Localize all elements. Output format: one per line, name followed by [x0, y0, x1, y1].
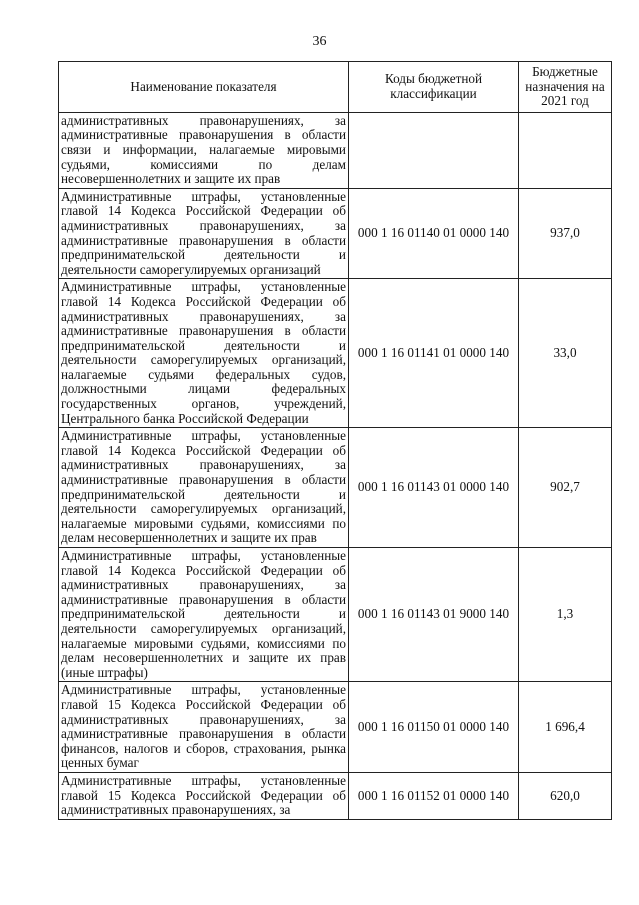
header-name: Наименование показателя — [59, 62, 349, 113]
table-row — [59, 428, 612, 548]
row-amount: 620,0 — [519, 772, 612, 819]
row-amount: 1 696,4 — [519, 682, 612, 773]
row-amount: 902,7 — [519, 428, 612, 548]
row-name: Административные штрафы, установленные главой 14 Кодекса Российской Федерации об административных правонарушениях, за административные правонарушения в области предпринимательской деятельности и деятельности саморегулируемых организаций, налагаемые мировыми судьями, комиссиями по делам несовершеннолетних и защите их прав (иные штрафы) — [59, 548, 349, 682]
row-amount: 1,3 — [519, 548, 612, 682]
row-code — [349, 112, 519, 188]
row-code: 000 1 16 01143 01 0000 140 — [349, 428, 519, 548]
header-amount: Бюджетные назначения на 2021 год — [519, 62, 612, 113]
row-amount: 33,0 — [519, 279, 612, 428]
row-name: Административные штрафы, установленные главой 15 Кодекса Российской Федерации об административных правонарушениях, за административные правонарушения в области финансов, налогов и сборов, страхования, рынка ценных бумаг — [59, 682, 349, 773]
row-code: 000 1 16 01152 01 0000 140 — [349, 772, 519, 819]
row-name: Административные штрафы, установленные главой 14 Кодекса Российской Федерации об административных правонарушениях, за административные правонарушения в области предпринимательской деятельности и деятельности саморегулируемых организаций, налагаемые мировыми судьями, комиссиями по делам несовершеннолетних и защите их прав — [59, 428, 349, 548]
table-row — [59, 548, 612, 682]
table-row — [59, 112, 612, 188]
row-name: административных правонарушениях, за административные правонарушения в области связи и информации, налагаемые мировыми судьями, комиссиями по делам несовершеннолетних и защите их прав — [59, 112, 349, 188]
row-code: 000 1 16 01140 01 0000 140 — [349, 188, 519, 279]
row-code: 000 1 16 01150 01 0000 140 — [349, 682, 519, 773]
table-row — [59, 682, 612, 773]
table-row — [59, 279, 612, 428]
table-row — [59, 188, 612, 279]
row-name: Административные штрафы, установленные главой 14 Кодекса Российской Федерации об административных правонарушениях, за административные правонарушения в области предпринимательской деятельности и деятельности саморегулируемых организаций, налагаемые судьями федеральных судов, должностными лицами федеральных государственных органов, учреждений, Центрального банка Российской Федерации — [59, 279, 349, 428]
row-amount — [519, 112, 612, 188]
row-name: Административные штрафы, установленные главой 14 Кодекса Российской Федерации об административных правонарушениях, за административные правонарушения в области предпринимательской деятельности и деятельности саморегулируемых организаций — [59, 188, 349, 279]
table-header-row — [59, 62, 612, 113]
row-amount: 937,0 — [519, 188, 612, 279]
header-code: Коды бюджетной классификации — [349, 62, 519, 113]
row-code: 000 1 16 01143 01 9000 140 — [349, 548, 519, 682]
page-number: 36 — [312, 34, 327, 49]
row-code: 000 1 16 01141 01 0000 140 — [349, 279, 519, 428]
row-name: Административные штрафы, установленные главой 15 Кодекса Российской Федерации об административных правонарушениях, за — [59, 772, 349, 819]
budget-table — [58, 61, 612, 820]
table-row — [59, 772, 612, 819]
